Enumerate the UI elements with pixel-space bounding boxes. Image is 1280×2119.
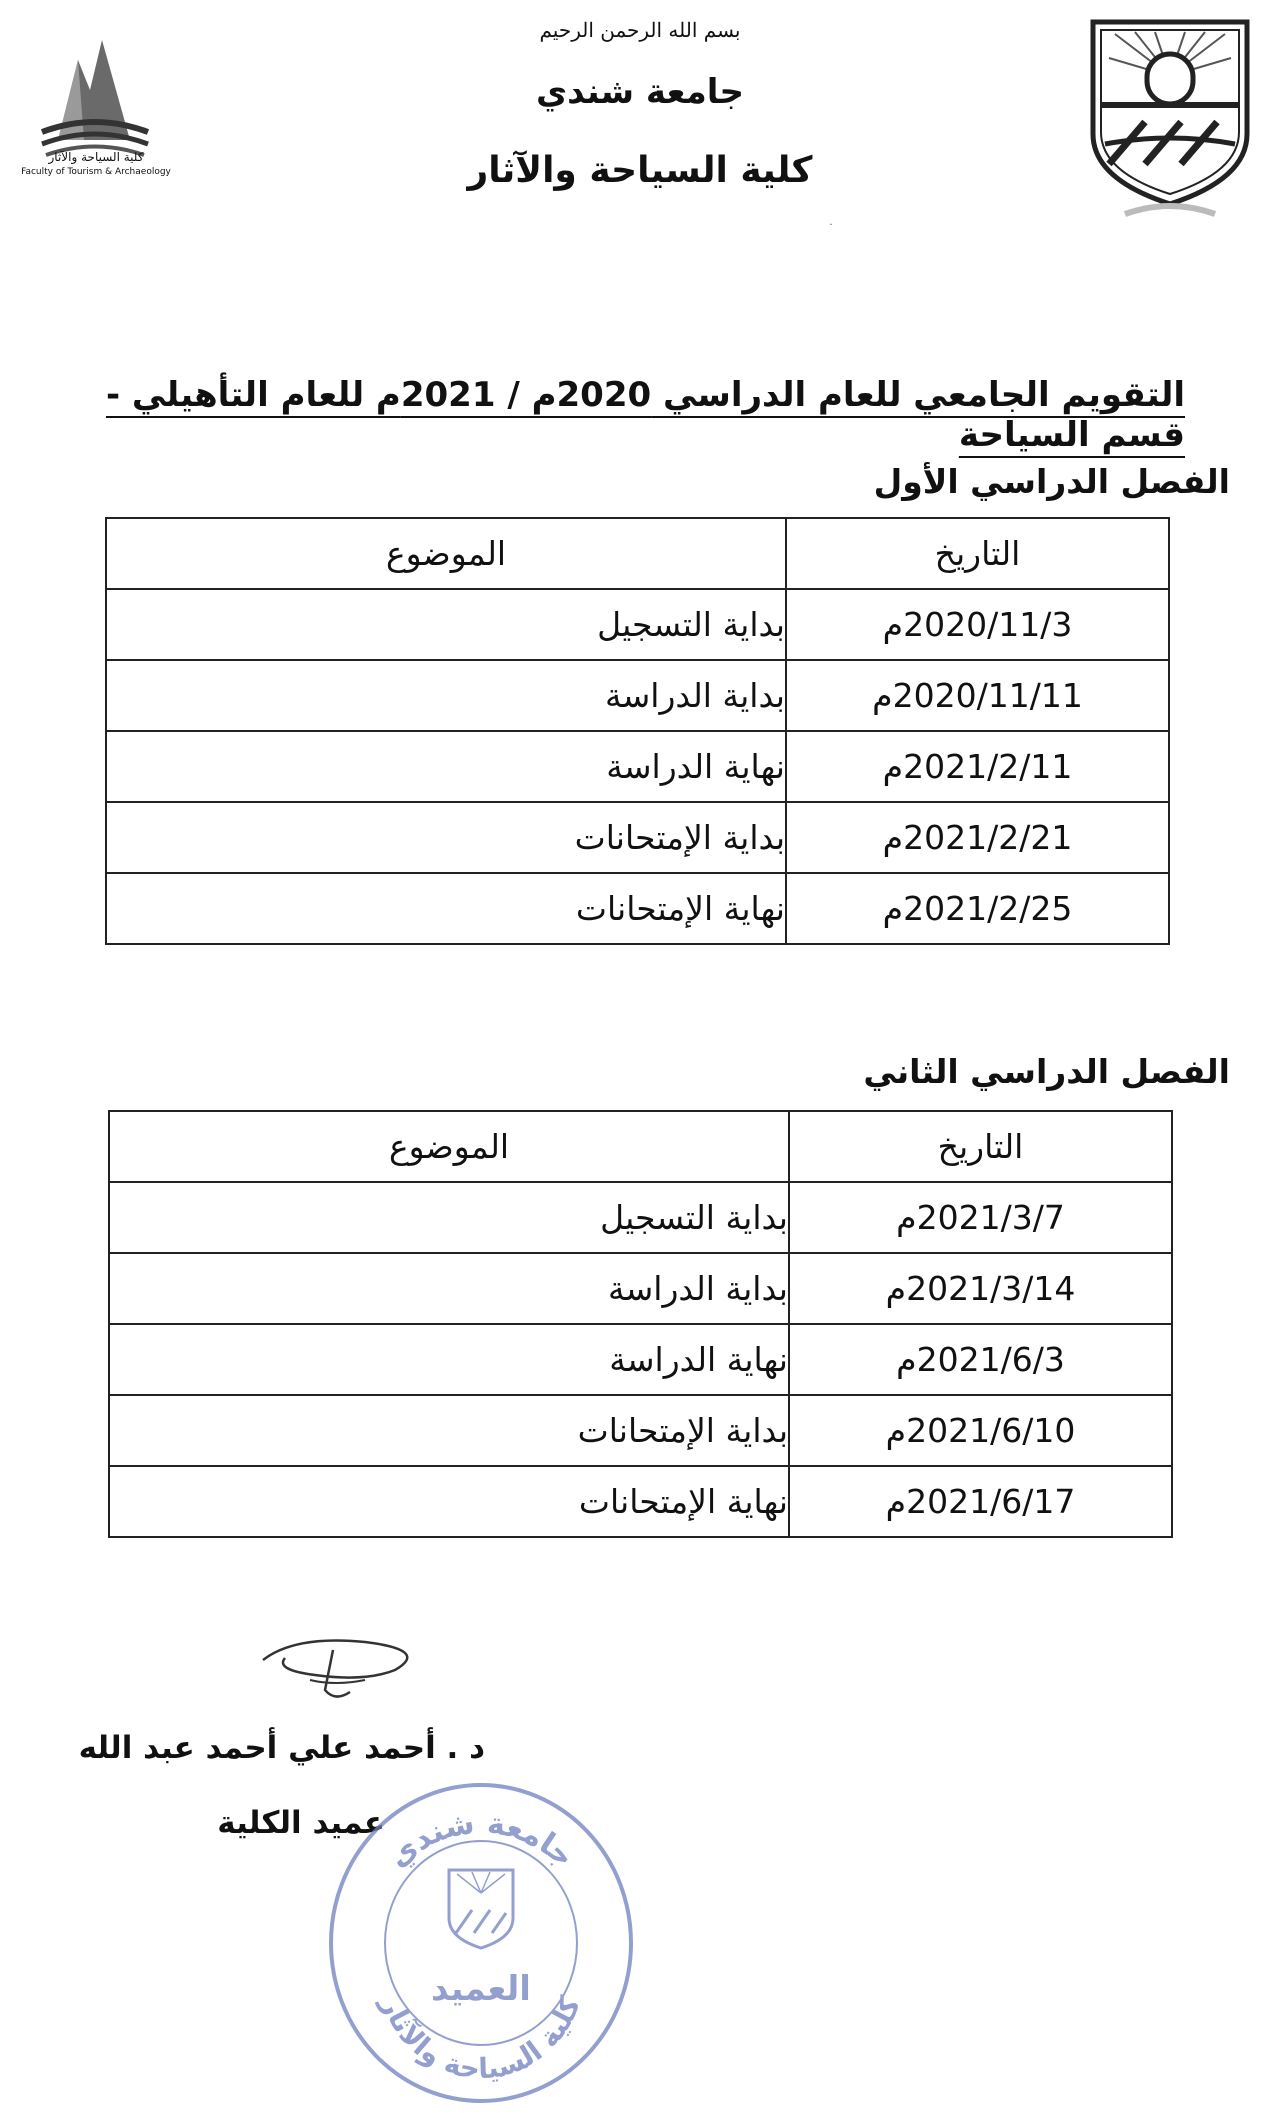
table-row [106,589,1169,660]
row-date: 2021/2/11م [786,731,1169,802]
svg-text:جامعة شندي [381,1806,581,1875]
official-stamp [322,1778,640,2108]
row-date: 2020/11/3م [786,589,1169,660]
table-row [109,1253,1172,1324]
row-topic: بداية الإمتحانات [106,802,786,873]
row-topic: نهاية الدراسة [106,731,786,802]
table-row [106,802,1169,873]
table-row [106,660,1169,731]
university-name: جامعة شندي [535,72,745,112]
logo-caption-ar: كلية السياحة والآثار [48,150,144,164]
row-topic: بداية التسجيل [109,1182,789,1253]
faculty-logo-caption [16,150,176,180]
header-date: التاريخ [786,518,1169,589]
row-date: 2021/2/21م [786,802,1169,873]
row-topic: بداية التسجيل [106,589,786,660]
faculty-name: كلية السياحة والآثار [467,150,813,191]
table-row [109,1466,1172,1537]
table-header-row [109,1111,1172,1182]
table-header-row [106,518,1169,589]
stamp-center-text: العميد [431,1969,531,2009]
row-date: 2021/3/14م [789,1253,1172,1324]
row-topic: بداية الإمتحانات [109,1395,789,1466]
logo-caption-en: Faculty of Tourism & Archaeology [21,167,171,177]
table-row [106,873,1169,944]
row-date: 2021/3/7م [789,1182,1172,1253]
faculty-logo [20,20,170,220]
table-row [109,1182,1172,1253]
semester-1-table [105,517,1170,945]
table-row [109,1395,1172,1466]
row-date: 2021/6/17م [789,1466,1172,1537]
calendar-title: التقويم الجامعي للعام الدراسي 2020م / 2021م للعام التأهيلي - قسم السياحة [105,375,1185,455]
row-date: 2021/6/10م [789,1395,1172,1466]
stamp-bottom-text: كلية السياحة والآثار [375,1992,587,2086]
row-topic: بداية الدراسة [109,1253,789,1324]
dean-name: د . أحمد علي أحمد عبد الله [78,1730,485,1766]
row-date: 2021/6/3م [789,1324,1172,1395]
university-logo [1085,14,1255,224]
row-date: 2020/11/11م [786,660,1169,731]
table-row [109,1324,1172,1395]
semester-2-title: الفصل الدراسي الثاني [863,1052,1230,1091]
row-topic: نهاية الإمتحانات [106,873,786,944]
row-topic: نهاية الإمتحانات [109,1466,789,1537]
stamp-emblem [449,1870,513,1948]
semester-1-title: الفصل الدراسي الأول [873,462,1230,501]
table-row [106,731,1169,802]
header-date: التاريخ [789,1111,1172,1182]
handwritten-signature [255,1630,435,1710]
scan-mark: ˙ [828,222,834,236]
header-topic: الموضوع [106,518,786,589]
row-topic: نهاية الدراسة [109,1324,789,1395]
stamp-top-text: جامعة شندي [381,1805,581,1875]
header-topic: الموضوع [109,1111,789,1182]
semester-2-table [108,1110,1173,1538]
basmala: بسم الله الرحمن الرحيم [539,18,741,42]
row-topic: بداية الدراسة [106,660,786,731]
dean-title: عميد الكلية [217,1805,385,1841]
row-date: 2021/2/25م [786,873,1169,944]
